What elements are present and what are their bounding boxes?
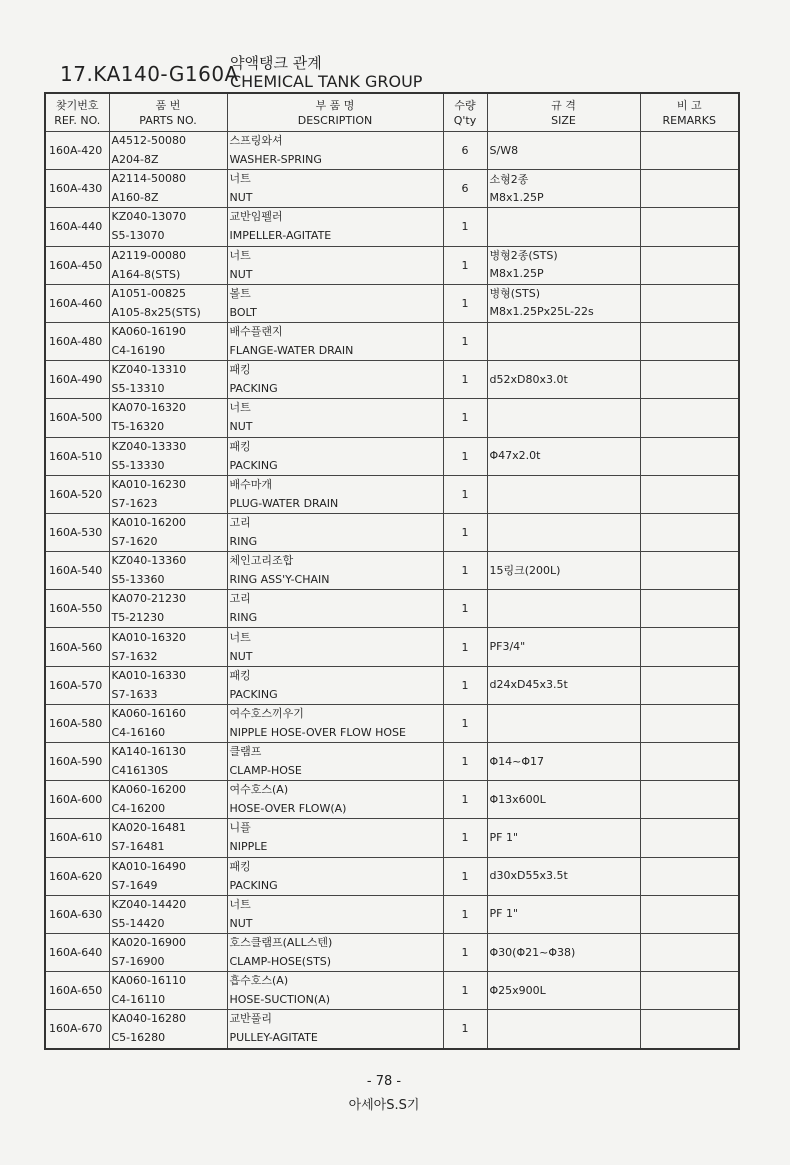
- size: [487, 399, 640, 437]
- description-korean: 너트: [229, 897, 251, 911]
- size: [487, 361, 640, 399]
- description-english: NUT: [229, 916, 253, 930]
- description: [227, 552, 443, 590]
- table-row: [45, 246, 739, 284]
- size-line-1: PF3/4": [489, 640, 526, 654]
- size-line-1: 소형2종: [489, 172, 529, 186]
- header-description: 부 품 명 DESCRIPTION: [227, 93, 443, 132]
- description-korean: 배수마개: [229, 477, 273, 491]
- size: [487, 170, 640, 208]
- size-line-1: Φ14~Φ17: [489, 754, 545, 768]
- size: [487, 246, 640, 284]
- description-korean: 고리: [229, 515, 251, 529]
- quantity: 1: [443, 781, 487, 819]
- parts-no-secondary: T5-16320: [111, 420, 165, 434]
- description-korean: 니플: [229, 821, 251, 835]
- description-english: NUT: [229, 420, 253, 434]
- quantity: 1: [443, 704, 487, 742]
- description-korean: 여수호스끼우기: [229, 706, 304, 720]
- parts-no: [109, 743, 227, 781]
- size: [487, 628, 640, 666]
- parts-no-primary: KA010-16230: [111, 477, 187, 491]
- parts-no-primary: KZ040-13360: [111, 554, 187, 568]
- parts-no: [109, 628, 227, 666]
- table-row: [45, 208, 739, 246]
- description: [227, 704, 443, 742]
- description-english: CLAMP-HOSE(STS): [229, 955, 332, 969]
- ref-no: 160A-590: [45, 743, 109, 781]
- ref-no: 160A-520: [45, 475, 109, 513]
- remarks: [640, 666, 739, 704]
- ref-no: 160A-610: [45, 819, 109, 857]
- parts-no: [109, 246, 227, 284]
- remarks: [640, 208, 739, 246]
- parts-no: [109, 666, 227, 704]
- quantity: 1: [443, 208, 487, 246]
- remarks: [640, 437, 739, 475]
- remarks: [640, 513, 739, 551]
- table-row: [45, 552, 739, 590]
- description: [227, 781, 443, 819]
- parts-no: [109, 933, 227, 971]
- parts-no-secondary: C5-16280: [111, 1031, 166, 1045]
- header-qty: 수량 Q'ty: [443, 93, 487, 132]
- description-english: RING: [229, 534, 258, 548]
- description-korean: 여수호스(A): [229, 783, 289, 797]
- group-code: 17.KA140-G160A: [60, 62, 239, 86]
- description-english: HOSE-SUCTION(A): [229, 993, 331, 1007]
- remarks: [640, 743, 739, 781]
- parts-no-primary: KA010-16330: [111, 668, 187, 682]
- description: [227, 513, 443, 551]
- parts-no-secondary: A160-8Z: [111, 191, 159, 205]
- description: [227, 208, 443, 246]
- size: [487, 819, 640, 857]
- quantity: 6: [443, 132, 487, 170]
- size: [487, 437, 640, 475]
- quantity: 1: [443, 819, 487, 857]
- ref-no: 160A-640: [45, 933, 109, 971]
- parts-no: [109, 322, 227, 360]
- quantity: 1: [443, 284, 487, 322]
- description-english: RING ASS'Y-CHAIN: [229, 573, 330, 587]
- parts-no: [109, 513, 227, 551]
- description: [227, 857, 443, 895]
- description: [227, 322, 443, 360]
- description-korean: 패킹: [229, 363, 251, 377]
- table-row: [45, 361, 739, 399]
- remarks: [640, 322, 739, 360]
- quantity: 1: [443, 590, 487, 628]
- parts-no-primary: A4512-50080: [111, 134, 186, 148]
- quantity: 1: [443, 1010, 487, 1049]
- size: [487, 933, 640, 971]
- parts-no-secondary: A105-8x25(STS): [111, 305, 201, 319]
- description: [227, 475, 443, 513]
- table-row: [45, 895, 739, 933]
- parts-no: [109, 972, 227, 1010]
- parts-no-secondary: C416130S: [111, 764, 169, 778]
- quantity: 1: [443, 895, 487, 933]
- description-english: PACKING: [229, 382, 278, 396]
- parts-no-primary: KA040-16280: [111, 1012, 187, 1026]
- description-korean: 클램프: [229, 745, 262, 759]
- description-korean: 너트: [229, 172, 251, 186]
- size-line-1: PF 1": [489, 830, 519, 844]
- parts-no-secondary: C4-16160: [111, 725, 166, 739]
- parts-no-secondary: T5-21230: [111, 611, 165, 625]
- page-number: - 78 -: [366, 1074, 402, 1089]
- parts-no-primary: KZ040-13070: [111, 210, 187, 224]
- table-row: [45, 781, 739, 819]
- parts-no-secondary: C4-16200: [111, 802, 166, 816]
- parts-no-secondary: S7-16900: [111, 955, 165, 969]
- ref-no: 160A-500: [45, 399, 109, 437]
- parts-no: [109, 475, 227, 513]
- quantity: 1: [443, 552, 487, 590]
- table-row: [45, 590, 739, 628]
- parts-no: [109, 819, 227, 857]
- description-korean: 볼트: [229, 286, 251, 300]
- description-korean: 배수플랜지: [229, 325, 283, 339]
- parts-no: [109, 132, 227, 170]
- quantity: 1: [443, 628, 487, 666]
- table-row: [45, 666, 739, 704]
- description: [227, 1010, 443, 1049]
- size: [487, 513, 640, 551]
- size-line-1: PF 1": [489, 907, 519, 921]
- description-korean: 너트: [229, 630, 251, 644]
- parts-no-secondary: C4-16190: [111, 344, 166, 358]
- description: [227, 170, 443, 208]
- quantity: 1: [443, 475, 487, 513]
- quantity: 1: [443, 933, 487, 971]
- description-english: PACKING: [229, 878, 278, 892]
- description-english: NUT: [229, 191, 253, 205]
- parts-no-secondary: S5-13070: [111, 229, 165, 243]
- ref-no: 160A-420: [45, 132, 109, 170]
- quantity: 1: [443, 246, 487, 284]
- parts-no-primary: KA060-16190: [111, 325, 187, 339]
- description-korean: 호스클램프(ALL스텐): [229, 936, 333, 950]
- parts-no-secondary: S7-1632: [111, 649, 158, 663]
- size-line-1: 병형2종(STS): [489, 249, 558, 263]
- remarks: [640, 819, 739, 857]
- quantity: 1: [443, 361, 487, 399]
- description: [227, 361, 443, 399]
- ref-no: 160A-560: [45, 628, 109, 666]
- table-row: [45, 704, 739, 742]
- description-english: HOSE-OVER FLOW(A): [229, 802, 347, 816]
- parts-no: [109, 857, 227, 895]
- description-korean: 패킹: [229, 439, 251, 453]
- size-line-1: d52xD80x3.0t: [489, 372, 568, 386]
- parts-no-secondary: S5-13360: [111, 573, 165, 587]
- parts-no: [109, 590, 227, 628]
- size: [487, 1010, 640, 1049]
- description-english: IMPELLER-AGITATE: [229, 229, 332, 243]
- description: [227, 399, 443, 437]
- description-korean: 고리: [229, 592, 251, 606]
- table-row: [45, 1010, 739, 1049]
- table-row: [45, 933, 739, 971]
- ref-no: 160A-540: [45, 552, 109, 590]
- ref-no: 160A-650: [45, 972, 109, 1010]
- remarks: [640, 972, 739, 1010]
- description-english: NIPPLE: [229, 840, 268, 854]
- parts-no-primary: A2114-50080: [111, 172, 186, 186]
- description: [227, 819, 443, 857]
- ref-no: 160A-630: [45, 895, 109, 933]
- table-row: [45, 399, 739, 437]
- quantity: 1: [443, 972, 487, 1010]
- ref-no: 160A-480: [45, 322, 109, 360]
- description: [227, 628, 443, 666]
- parts-no-secondary: A204-8Z: [111, 153, 159, 167]
- parts-no-primary: KZ040-13310: [111, 363, 187, 377]
- size-line-1: d30xD55x3.5t: [489, 869, 568, 883]
- size: [487, 895, 640, 933]
- title-english: CHEMICAL TANK GROUP: [230, 72, 423, 91]
- description: [227, 132, 443, 170]
- quantity: 1: [443, 437, 487, 475]
- remarks: [640, 284, 739, 322]
- description-english: PACKING: [229, 687, 278, 701]
- size: [487, 743, 640, 781]
- description-english: PULLEY-AGITATE: [229, 1031, 318, 1045]
- remarks: [640, 857, 739, 895]
- remarks: [640, 590, 739, 628]
- size-line-1: d24xD45x3.5t: [489, 678, 568, 692]
- parts-no-secondary: S5-13330: [111, 458, 165, 472]
- ref-no: 160A-620: [45, 857, 109, 895]
- description: [227, 743, 443, 781]
- description-english: FLANGE-WATER DRAIN: [229, 344, 354, 358]
- remarks: [640, 399, 739, 437]
- size: [487, 322, 640, 360]
- table-row: [45, 819, 739, 857]
- remarks: [640, 552, 739, 590]
- parts-no: [109, 208, 227, 246]
- remarks: [640, 361, 739, 399]
- description-korean: 교반임펠러: [229, 210, 283, 224]
- quantity: 1: [443, 743, 487, 781]
- table-row: [45, 475, 739, 513]
- description-korean: 패킹: [229, 668, 251, 682]
- description: [227, 972, 443, 1010]
- table-row: [45, 628, 739, 666]
- header-ref: 찾기번호 REF. NO.: [45, 93, 109, 132]
- parts-no-primary: A2119-00080: [111, 248, 186, 262]
- ref-no: 160A-490: [45, 361, 109, 399]
- table-row: [45, 857, 739, 895]
- description-korean: 패킹: [229, 859, 251, 873]
- table-row: [45, 743, 739, 781]
- parts-no: [109, 170, 227, 208]
- parts-no-secondary: S7-1649: [111, 878, 158, 892]
- parts-no-primary: KA060-16110: [111, 974, 187, 988]
- description-korean: 흡수호스(A): [229, 974, 289, 988]
- remarks: [640, 895, 739, 933]
- size-line-1: 15링크(200L): [489, 563, 561, 577]
- ref-no: 160A-580: [45, 704, 109, 742]
- remarks: [640, 704, 739, 742]
- description-english: RING: [229, 611, 258, 625]
- size-line-1: S/W8: [489, 143, 519, 157]
- ref-no: 160A-550: [45, 590, 109, 628]
- parts-no-primary: KA060-16160: [111, 706, 187, 720]
- table-row: [45, 437, 739, 475]
- parts-no-secondary: S7-1620: [111, 534, 158, 548]
- parts-table: [44, 92, 740, 1050]
- description-english: NUT: [229, 649, 253, 663]
- remarks: [640, 781, 739, 819]
- size: [487, 857, 640, 895]
- size-line-1: Φ30(Φ21~Φ38): [489, 945, 576, 959]
- parts-no-primary: KA070-16320: [111, 401, 187, 415]
- description-english: CLAMP-HOSE: [229, 764, 302, 778]
- ref-no: 160A-430: [45, 170, 109, 208]
- description: [227, 590, 443, 628]
- description: [227, 895, 443, 933]
- parts-no-secondary: S5-14420: [111, 916, 165, 930]
- size-line-2: M8x1.25Px25L-22s: [489, 305, 594, 319]
- header-parts-no: 품 번 PARTS NO.: [109, 93, 227, 132]
- size: [487, 208, 640, 246]
- ref-no: 160A-670: [45, 1010, 109, 1049]
- ref-no: 160A-510: [45, 437, 109, 475]
- remarks: [640, 1010, 739, 1049]
- description-korean: 너트: [229, 401, 251, 415]
- ref-no: 160A-440: [45, 208, 109, 246]
- description-english: PLUG-WATER DRAIN: [229, 496, 339, 510]
- description-korean: 스프링와셔: [229, 134, 283, 148]
- size-line-2: M8x1.25P: [489, 267, 544, 281]
- quantity: 1: [443, 513, 487, 551]
- ref-no: 160A-600: [45, 781, 109, 819]
- quantity: 1: [443, 322, 487, 360]
- size: [487, 475, 640, 513]
- quantity: 1: [443, 857, 487, 895]
- description-korean: 체인고리조합: [229, 554, 294, 568]
- table-row: [45, 322, 739, 360]
- quantity: 1: [443, 399, 487, 437]
- remarks: [640, 475, 739, 513]
- table-row: [45, 972, 739, 1010]
- header-size: 규 격 SIZE: [487, 93, 640, 132]
- quantity: 6: [443, 170, 487, 208]
- ref-no: 160A-530: [45, 513, 109, 551]
- remarks: [640, 628, 739, 666]
- parts-no-primary: KA020-16481: [111, 821, 187, 835]
- ref-no: 160A-570: [45, 666, 109, 704]
- size: [487, 552, 640, 590]
- table-row: [45, 284, 739, 322]
- parts-no: [109, 552, 227, 590]
- parts-no-primary: KZ040-13330: [111, 439, 187, 453]
- size-line-1: Φ47x2.0t: [489, 449, 541, 463]
- company-name: 아세아S.S기: [348, 1098, 420, 1113]
- table-row: [45, 513, 739, 551]
- parts-no-primary: KA140-16130: [111, 745, 187, 759]
- description: [227, 246, 443, 284]
- description-korean: 교반풀리: [229, 1012, 273, 1026]
- size: [487, 972, 640, 1010]
- parts-no-primary: KA060-16200: [111, 783, 187, 797]
- title-korean: 약액탱크 관계: [230, 54, 322, 72]
- page-header: [46, 52, 746, 92]
- description: [227, 933, 443, 971]
- description-korean: 너트: [229, 248, 251, 262]
- parts-no-secondary: S7-16481: [111, 840, 165, 854]
- remarks: [640, 246, 739, 284]
- description-english: PACKING: [229, 458, 278, 472]
- parts-no: [109, 399, 227, 437]
- remarks: [640, 170, 739, 208]
- description: [227, 437, 443, 475]
- size: [487, 666, 640, 704]
- parts-no-secondary: C4-16110: [111, 993, 166, 1007]
- parts-no-primary: KA020-16900: [111, 936, 187, 950]
- size: [487, 284, 640, 322]
- description-english: BOLT: [229, 305, 257, 319]
- size-line-2: M8x1.25P: [489, 190, 544, 204]
- parts-no-secondary: S7-1633: [111, 687, 158, 701]
- parts-no-primary: KA010-16200: [111, 515, 187, 529]
- size: [487, 132, 640, 170]
- parts-no-secondary: S5-13310: [111, 382, 165, 396]
- header-remarks: 비 고 REMARKS: [640, 93, 739, 132]
- description: [227, 284, 443, 322]
- size-line-1: 병형(STS): [489, 287, 541, 301]
- parts-no: [109, 781, 227, 819]
- size-line-1: Φ13x600L: [489, 792, 546, 806]
- parts-no-secondary: S7-1623: [111, 496, 158, 510]
- remarks: [640, 933, 739, 971]
- parts-no: [109, 704, 227, 742]
- parts-no: [109, 437, 227, 475]
- ref-no: 160A-450: [45, 246, 109, 284]
- parts-no-primary: KA070-21230: [111, 592, 187, 606]
- parts-no-secondary: A164-8(STS): [111, 267, 181, 281]
- remarks: [640, 132, 739, 170]
- size: [487, 590, 640, 628]
- parts-no: [109, 361, 227, 399]
- ref-no: 160A-460: [45, 284, 109, 322]
- table-header-row: [45, 93, 739, 132]
- parts-no: [109, 1010, 227, 1049]
- parts-no: [109, 284, 227, 322]
- description-english: NUT: [229, 267, 253, 281]
- parts-no-primary: KZ040-14420: [111, 897, 187, 911]
- table-row: [45, 132, 739, 170]
- parts-no: [109, 895, 227, 933]
- description-english: WASHER-SPRING: [229, 153, 322, 167]
- table-row: [45, 170, 739, 208]
- description: [227, 666, 443, 704]
- parts-no-primary: A1051-00825: [111, 286, 186, 300]
- parts-no-primary: KA010-16320: [111, 630, 187, 644]
- size-line-1: Φ25x900L: [489, 983, 546, 997]
- parts-no-primary: KA010-16490: [111, 859, 187, 873]
- quantity: 1: [443, 666, 487, 704]
- description-english: NIPPLE HOSE-OVER FLOW HOSE: [229, 725, 406, 739]
- size: [487, 704, 640, 742]
- size: [487, 781, 640, 819]
